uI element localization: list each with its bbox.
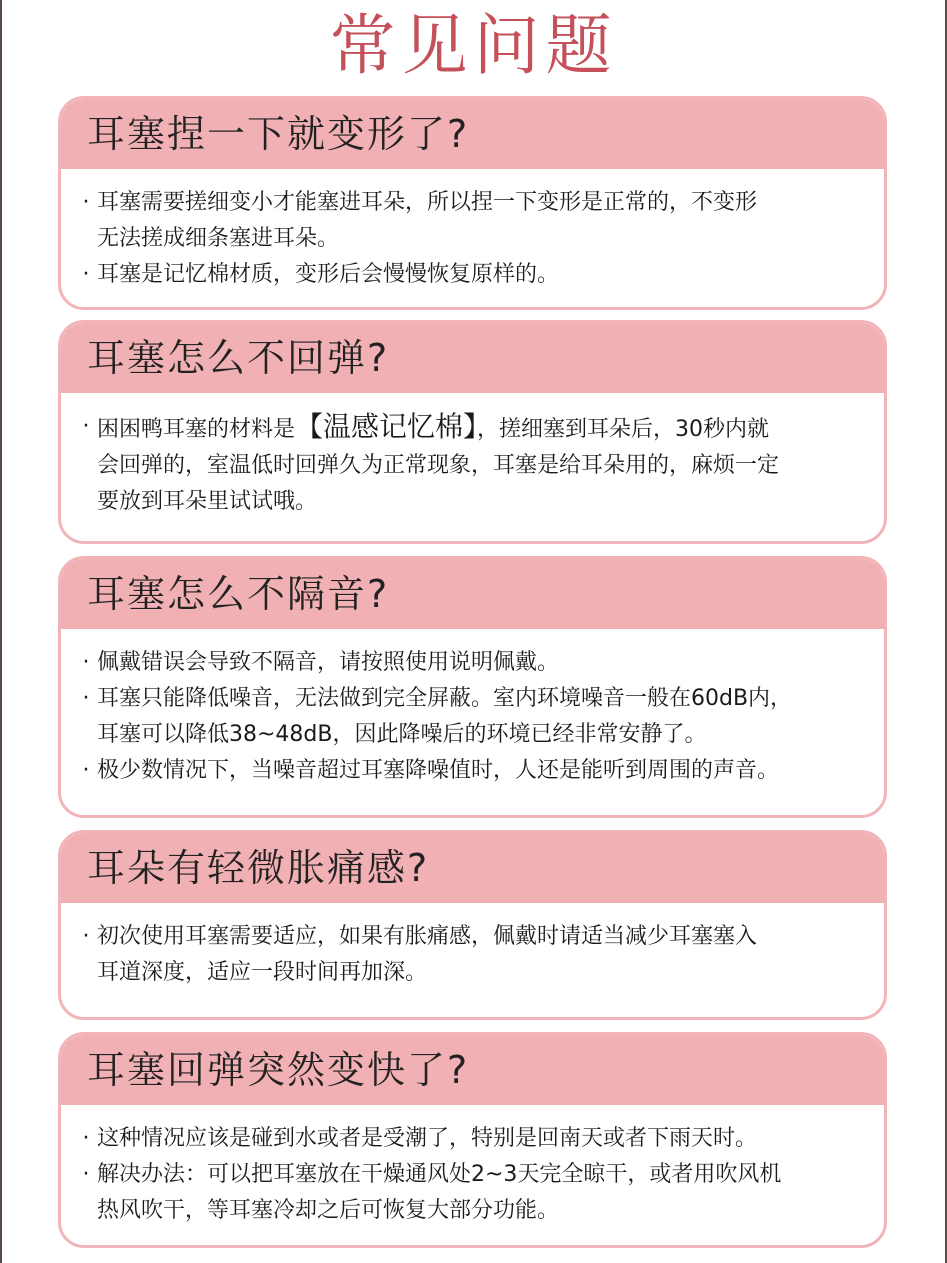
faq-card-no-isolation (58, 556, 887, 818)
faq-question-bar (61, 1035, 884, 1105)
answer-text: 初次使用耳塞需要适应，如果有胀痛感，佩戴时请适当减少耳塞塞入 耳道深度，适应一段时间再加深。 (97, 924, 758, 985)
answer-item (75, 1157, 864, 1229)
faq-answer (61, 1105, 884, 1229)
answer-item (75, 409, 864, 520)
bullet-icon: · (82, 924, 90, 949)
faq-question: 耳塞怎么不隔音? (87, 572, 390, 616)
bullet-icon: · (82, 686, 90, 711)
faq-question-bar (61, 833, 884, 903)
bullet-icon: · (82, 650, 90, 675)
answer-text: 耳塞只能降低噪音，无法做到完全屏蔽。室内环境噪音一般在60dB内， 耳塞可以降低38~48dB，因此降噪后的环境已经非常安静了。 (97, 686, 793, 747)
faq-question-bar (61, 559, 884, 629)
answer-item (75, 257, 864, 293)
answer-text: 极少数情况下，当噪音超过耳塞降噪值时，人还是能听到周围的声音。 (97, 758, 780, 783)
answer-item (75, 681, 864, 753)
answer-item (75, 645, 864, 681)
answer-item (75, 919, 864, 991)
faq-answer (61, 629, 884, 789)
faq-question: 耳塞怎么不回弹? (87, 336, 390, 380)
answer-item (75, 1121, 864, 1157)
left-edge (0, 0, 2, 1263)
answer-text: 佩戴错误会导致不隔音，请按照使用说明佩戴。 (97, 650, 560, 675)
bullet-icon: · (82, 1162, 90, 1187)
bullet-icon: · (82, 190, 90, 215)
faq-answer (61, 169, 884, 293)
page-title: 常见问题 (329, 7, 618, 84)
faq-card-no-rebound (58, 320, 887, 544)
bullet-icon: · (82, 414, 90, 439)
bullet-icon: · (82, 1126, 90, 1151)
faq-answer (61, 393, 884, 520)
answer-text: 这种情况应该是碰到水或者是受潮了，特别是回南天或者下雨天时。 (97, 1126, 758, 1151)
faq-question-bar (61, 323, 884, 393)
faq-card-deform (58, 96, 887, 310)
answer-item (75, 753, 864, 789)
faq-card-ear-pain (58, 830, 887, 1020)
faq-card-fast-rebound (58, 1032, 887, 1248)
answer-text: 解决办法：可以把耳塞放在干燥通风处2~3天完全晾干，或者用吹风机 热风吹干，等耳塞冷却之后可恢复大部分功能。 (97, 1162, 782, 1223)
bullet-icon: · (82, 758, 90, 783)
answer-text: 困困鸭耳塞的材料是【温感记忆棉】，搓细塞到耳朵后，30秒内就 会回弹的，室温低时回弹久为正常现象，耳塞是给耳朵用的，麻烦一定 要放到耳朵里试试哦。 (97, 410, 780, 514)
answer-text: 耳塞是记忆棉材质，变形后会慢慢恢复原样的。 (97, 262, 560, 287)
faq-question: 耳塞捏一下就变形了? (87, 112, 470, 156)
answer-text: 耳塞需要搓细变小才能塞进耳朵，所以捏一下变形是正常的，不变形 无法搓成细条塞进耳朵。 (97, 190, 758, 251)
answer-item (75, 185, 864, 257)
faq-answer (61, 903, 884, 991)
faq-question: 耳朵有轻微胀痛感? (87, 846, 430, 890)
highlight-material: 【温感记忆棉】 (295, 410, 478, 443)
faq-question: 耳塞回弹突然变快了? (87, 1048, 470, 1092)
bullet-icon: · (82, 262, 90, 287)
faq-question-bar (61, 99, 884, 169)
